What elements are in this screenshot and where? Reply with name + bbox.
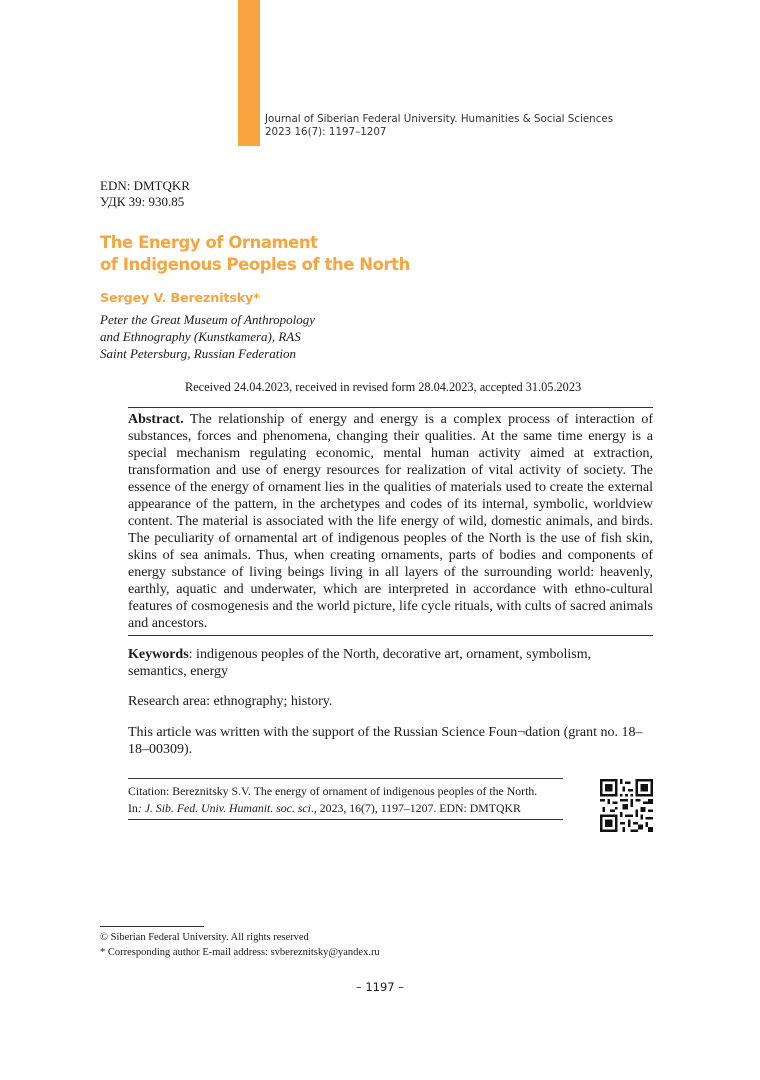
citation-bottom-rule <box>128 819 563 820</box>
affiliation-line-1: Peter the Great Museum of Anthropology <box>100 312 316 327</box>
article-title <box>100 232 520 276</box>
citation-top-rule <box>128 778 563 779</box>
funding-note: This article was written with the support of the Russian Science Foun¬dation (grant no. 18–18–00309). <box>128 725 643 757</box>
citation <box>128 783 568 817</box>
identifiers <box>100 178 190 210</box>
citation-line-1: Citation: Bereznitsky S.V. The energy of ornament of indigenous peoples of the North. <box>128 784 538 798</box>
citation-rest: ., 2023, 16(7), 1197–1207. EDN: DMTQKR <box>310 801 521 815</box>
affiliation-line-2: and Ethnography (Kunstkamera), RAS <box>100 329 301 344</box>
qr-code <box>600 779 653 832</box>
abstract-text: The relationship of energy and energy is a complex process of interaction of substances, forces and phenomena, changing their qualities. At the same time energy is a special mechanism regulating economic, mental human activity aimed at extraction, transformation and use of energy resources for realization of vital activity of society. The essence of the energy of ornament lies in the qualities of materials used to create the external appearance of the pattern, in the archetypes and codes of its internal, symbolic, worldview content. The material is associated with the life energy of wild, domestic animals, and birds. The peculiarity of ornamental art of indigenous peoples of the North is the use of fish skin, skins of sea animals. Thus, when creating ornaments, parts of bodies and components of energy substance of living beings living in all layers of the surrounding world: heavenly, earthly, aquatic and underwater, which are interpreted in accordance with ethno-cultural features of cosmogenesis and the world picture, life cycle rituals, with cults of sacred animals and ancestors. <box>128 412 654 631</box>
copyright-note: © Siberian Federal University. All rights reserved <box>100 932 309 943</box>
udk-code: УДК 39: 930.85 <box>100 194 185 209</box>
citation-line-2 <box>128 800 568 817</box>
author-affiliation <box>100 311 315 362</box>
footnote-rule <box>100 926 204 927</box>
page-number: – 1197 – <box>355 980 405 994</box>
research-area: Research area: ethnography; history. <box>128 694 333 709</box>
keywords-label: Keywords <box>128 647 189 662</box>
citation-journal: : J. Sib. Fed. Univ. Humanit. soc. sci <box>137 801 311 815</box>
edn-code: EDN: DMTQKR <box>100 178 190 193</box>
journal-issue: 2023 16(7): 1197–1207 <box>265 126 387 138</box>
abstract-label: Abstract. <box>128 412 184 427</box>
header-accent-bar <box>238 0 260 146</box>
corresponding-author-note: * Corresponding author E-mail address: svbereznitsky@yandex.ru <box>100 947 380 958</box>
received-dates: Received 24.04.2023, received in revised form 28.04.2023, accepted 31.05.2023 <box>185 380 582 394</box>
abstract-top-rule <box>128 407 653 408</box>
abstract <box>128 411 653 632</box>
keywords-text: : indigenous peoples of the North, decorative art, ornament, symbolism, semantics, energy <box>128 647 592 679</box>
abstract-bottom-rule <box>128 635 653 636</box>
title-line-1: The Energy of Ornament <box>100 233 318 252</box>
footnotes <box>100 930 380 960</box>
journal-name: Journal of Siberian Federal University. Humanities & Social Sciences <box>265 113 614 125</box>
title-line-2: of Indigenous Peoples of the North <box>100 255 410 274</box>
affiliation-line-3: Saint Petersburg, Russian Federation <box>100 346 296 361</box>
keywords <box>128 646 653 680</box>
citation-in: In <box>128 801 138 815</box>
author-name: Sergey V. Bereznitsky* <box>100 291 260 306</box>
journal-header <box>265 113 645 139</box>
